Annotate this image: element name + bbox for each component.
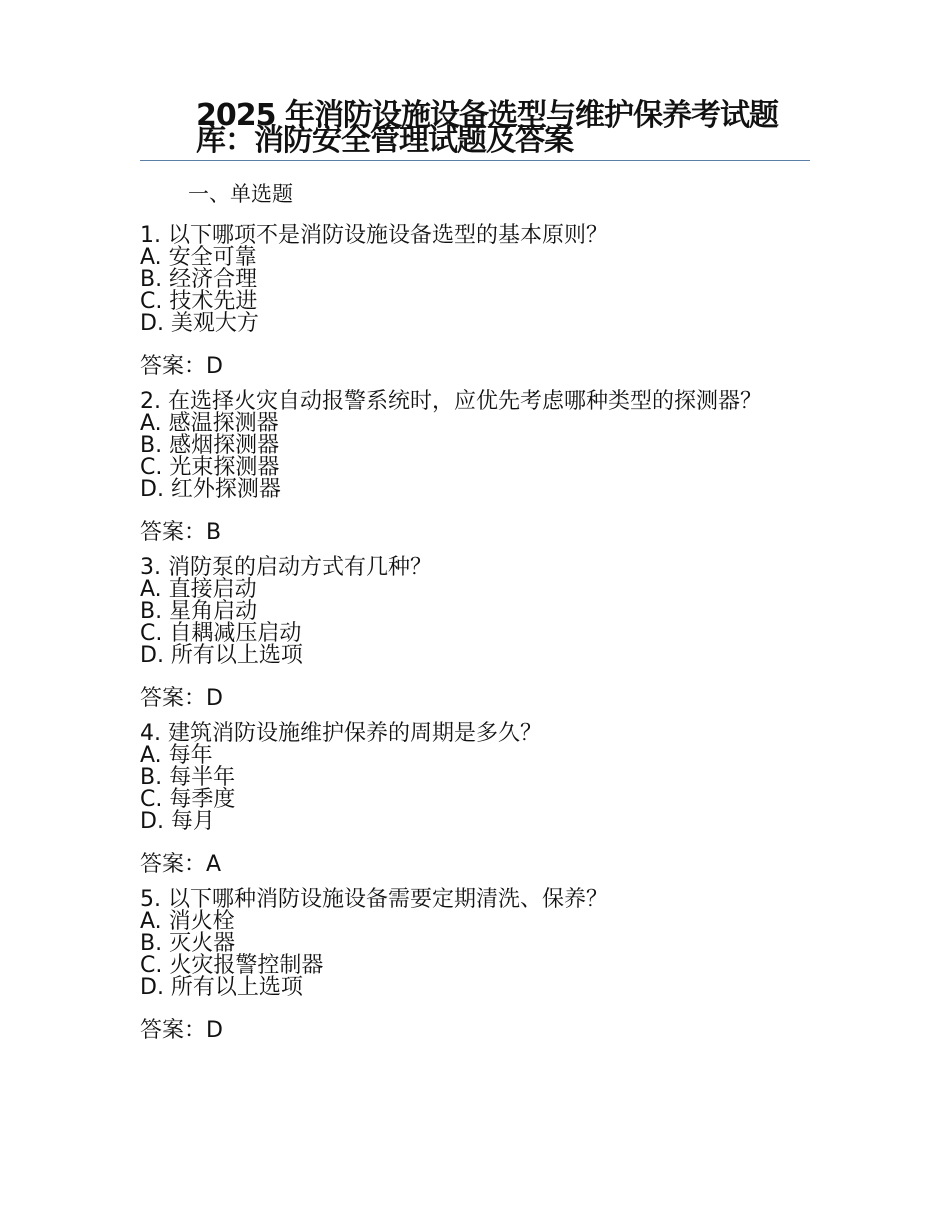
option-list (140, 413, 810, 501)
option-c: C. 自耦减压启动 (140, 621, 302, 646)
option-a: A. 直接启动 (140, 577, 257, 602)
answer-text: 答案：D (140, 1018, 223, 1043)
question-text: 3. 消防泵的启动方式有几种？ (140, 555, 432, 580)
answer-text: 答案：D (140, 354, 223, 379)
option-list (140, 745, 810, 833)
option-list (140, 579, 810, 667)
option-list (140, 247, 810, 335)
option-d: D. 所有以上选项 (140, 643, 303, 668)
option-c: C. 光束探测器 (140, 455, 280, 480)
answer-text: 答案：D (140, 686, 223, 711)
option-c: C. 每季度 (140, 787, 236, 812)
option-d: D. 每月 (140, 809, 215, 834)
option-b: B. 星角启动 (140, 599, 258, 624)
option-c: C. 技术先进 (140, 289, 258, 314)
question-text: 2. 在选择火灾自动报警系统时，应优先考虑哪种类型的探测器？ (140, 389, 762, 414)
question-3 (140, 557, 810, 711)
option-a: A. 安全可靠 (140, 245, 257, 270)
option-c: C. 火灾报警控制器 (140, 953, 324, 978)
question-5 (140, 889, 810, 1043)
option-a: A. 消火栓 (140, 909, 235, 934)
title-underline (140, 160, 810, 161)
answer-text: 答案：A (140, 852, 222, 877)
question-text: 1. 以下哪项不是消防设施设备选型的基本原则？ (140, 223, 608, 248)
question-list (140, 225, 810, 1055)
option-a: A. 每年 (140, 743, 213, 768)
section-heading: 一、单选题 (188, 182, 293, 206)
question-text: 5. 以下哪种消防设施设备需要定期清洗、保养？ (140, 887, 608, 912)
option-b: B. 感烟探测器 (140, 433, 280, 458)
option-b: B. 灭火器 (140, 931, 236, 956)
option-list (140, 911, 810, 999)
option-d: D. 所有以上选项 (140, 975, 303, 1000)
title-block (140, 98, 810, 158)
option-b: B. 经济合理 (140, 267, 258, 292)
question-1 (140, 225, 810, 379)
option-b: B. 每半年 (140, 765, 236, 790)
document-title: 2025 年消防设施设备选型与维护保养考试题库：消防安全管理试题及答案 (196, 98, 778, 158)
option-d: D. 红外探测器 (140, 477, 281, 502)
option-a: A. 感温探测器 (140, 411, 279, 436)
option-d: D. 美观大方 (140, 311, 259, 336)
answer-text: 答案：B (140, 520, 222, 545)
question-text: 4. 建筑消防设施维护保养的周期是多久？ (140, 721, 542, 746)
question-2 (140, 391, 810, 545)
question-4 (140, 723, 810, 877)
